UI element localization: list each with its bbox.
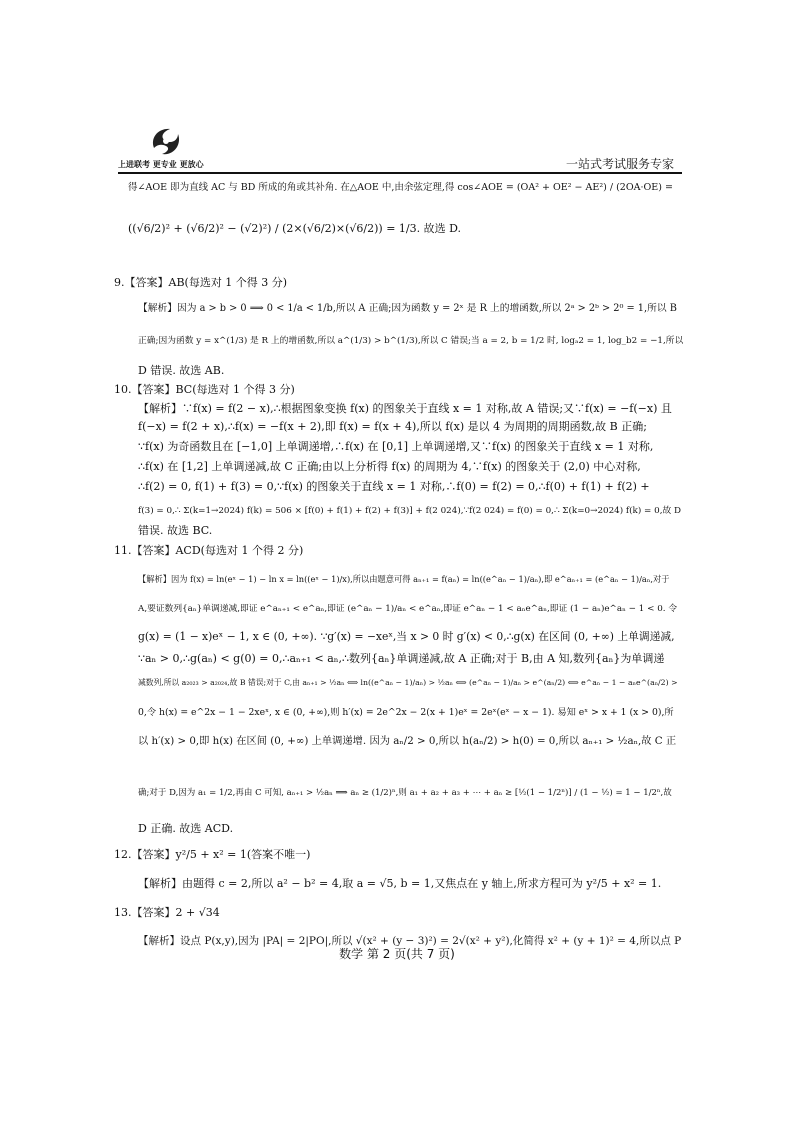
answer-12: 12.【答案】y²/5 + x² = 1(答案不唯一): [114, 848, 311, 861]
analysis-9: D 错误. 故选 AB.: [138, 364, 225, 377]
analysis-13: 【解析】设点 P(x,y),因为 |PA| = 2|PO|,所以 √(x² + (y − 3)²) = 2√(x² + y²),化简得 x² + (y + 1)² = 4,所以点 P: [138, 935, 682, 947]
logo-swirl-icon: [148, 124, 184, 158]
analysis-10: 【解析】∵f(x) = f(2 − x),∴根据图象变换 f(x) 的图象关于直线 x = 1 对称,故 A 错误;又∵f(x) = −f(−x) 且: [138, 402, 672, 415]
service-slogan: 一站式考试服务专家: [565, 157, 674, 171]
analysis-11: A,要证数列{aₙ}单调递减,即证 e^aₙ₊₁ < e^aₙ,即证 (e^aₙ − 1)/aₙ < e^aₙ,即证 e^aₙ − 1 < aₙe^aₙ,即证 (1 − aₙ)e^aₙ − 1 < 0. 令: [138, 604, 678, 614]
answer-9: 9.【答案】AB(每选对 1 个得 3 分): [114, 276, 288, 289]
analysis-9: 【解析】因为 a > b > 0 ⟹ 0 < 1/a < 1/b,所以 A 正确;因为函数 y = 2ˣ 是 R 上的增函数,所以 2ᵃ > 2ᵇ > 2⁰ = 1,所以 B: [138, 303, 677, 314]
solution-line: ((√6/2)² + (√6/2)² − (√2)²) / (2×(√6/2)×(√6/2)) = 1/3. 故选 D.: [128, 222, 462, 235]
analysis-11: 【解析】因为 f(x) = ln(eˣ − 1) − ln x = ln((eˣ − 1)/x),所以由题意可得 aₙ₊₁ = f(aₙ) = ln((e^aₙ − 1)/aₙ),即 e^aₙ₊₁ = (e^aₙ − 1)/aₙ,对于: [138, 574, 670, 584]
analysis-10: ∴f(2) = 0, f(1) + f(3) = 0,∵f(x) 的图象关于直线 x = 1 对称,∴f(0) = f(2) = 0,∴f(0) + f(1) + f(2) +: [138, 480, 650, 493]
analysis-11: 确;对于 D,因为 a₁ = 1/2,再由 C 可知, aₙ₊₁ > ½aₙ ⟹ aₙ ≥ (1/2)ⁿ,则 a₁ + a₂ + a₃ + ⋯ + aₙ ≥ [½(1 − 1/2ⁿ)] / (1 − ½) = 1 − 1/2ⁿ,故: [138, 788, 672, 798]
page-footer: 数学 第 2 页(共 7 页): [339, 947, 455, 961]
solution-line: 得∠AOE 即为直线 AC 与 BD 所成的角或其补角. 在△AOE 中,由余弦定理,得 cos∠AOE = (OA² + OE² − AE²) / (2OA·OE) =: [128, 182, 673, 193]
logo-text: 上进联考 更专业 更放心: [118, 160, 204, 169]
answer-13: 13.【答案】2 + √34: [114, 906, 220, 919]
analysis-10: f(3) = 0,∴ Σ(k=1→2024) f(k) = 506 × [f(0) + f(1) + f(2) + f(3)] + f(2 024),∵f(2 024) = f(0) = 0,∴ Σ(k=0→2024) f(k) = 0,故 D: [138, 506, 682, 516]
analysis-12: 【解析】由题得 c = 2,所以 a² − b² = 4,取 a = √5, b = 1,又焦点在 y 轴上,所求方程可为 y²/5 + x² = 1.: [138, 877, 662, 890]
analysis-11: 以 h′(x) > 0,即 h(x) 在区间 (0, +∞) 上单调递增. 因为 aₙ/2 > 0,所以 h(aₙ/2) > h(0) = 0,所以 aₙ₊₁ > ½aₙ,故 C 正: [138, 735, 677, 747]
analysis-10: ∵f(x) 为奇函数且在 [−1,0] 上单调递增,∴f(x) 在 [0,1] 上单调递增,又∵f(x) 的图象关于直线 x = 1 对称,: [138, 440, 654, 453]
analysis-11: g(x) = (1 − x)eˣ − 1, x ∈ (0, +∞). ∵g′(x) = −xeˣ,当 x > 0 时 g′(x) < 0,∴g(x) 在区间 (0, +∞) 上单调递减,: [138, 630, 675, 643]
analysis-10: 错误. 故选 BC.: [138, 524, 213, 537]
analysis-11: ∵aₙ > 0,∴g(aₙ) < g(0) = 0,∴aₙ₊₁ < aₙ,∴数列{aₙ}单调递减,故 A 正确;对于 B,由 A 知,数列{aₙ}为单调递: [138, 652, 665, 665]
analysis-11: 0,令 h(x) = e^2x − 1 − 2xeˣ, x ∈ (0, +∞),则 h′(x) = 2e^2x − 2(x + 1)eˣ = 2eˣ(eˣ − x − 1). 易知 eˣ > x + 1 (x > 0),所: [138, 707, 674, 718]
analysis-11: 减数列,所以 a₂₀₂₃ > a₂₀₂₄,故 B 错误;对于 C,由 aₙ₊₁ > ½aₙ ⟺ ln((e^aₙ − 1)/aₙ) > ½aₙ ⟺ (e^aₙ − 1)/aₙ > e^(aₙ/2) ⟺ e^aₙ − 1 − aₙe^(aₙ/2) >: [138, 678, 678, 687]
header-divider: [118, 172, 682, 174]
analysis-11: D 正确. 故选 ACD.: [138, 822, 234, 835]
analysis-10: f(−x) = f(2 + x),∴f(x) = −f(x + 2),即 f(x) = f(x + 4),所以 f(x) 是以 4 为周期的周期函数,故 B 正确;: [138, 420, 647, 433]
analysis-10: ∴f(x) 在 [1,2] 上单调递减,故 C 正确;由以上分析得 f(x) 的周期为 4,∵f(x) 的图象关于 (2,0) 中心对称,: [138, 460, 641, 473]
answer-10: 10.【答案】BC(每选对 1 个得 3 分): [114, 383, 295, 396]
analysis-9: 正确;因为函数 y = x^(1/3) 是 R 上的增函数,所以 a^(1/3) > b^(1/3),所以 C 错误;当 a = 2, b = 1/2 时, logₐ2 = 1, log_b2 = −1,所以: [138, 336, 684, 346]
publisher-logo: [118, 124, 214, 170]
answer-11: 11.【答案】ACD(每选对 1 个得 2 分): [114, 544, 304, 557]
